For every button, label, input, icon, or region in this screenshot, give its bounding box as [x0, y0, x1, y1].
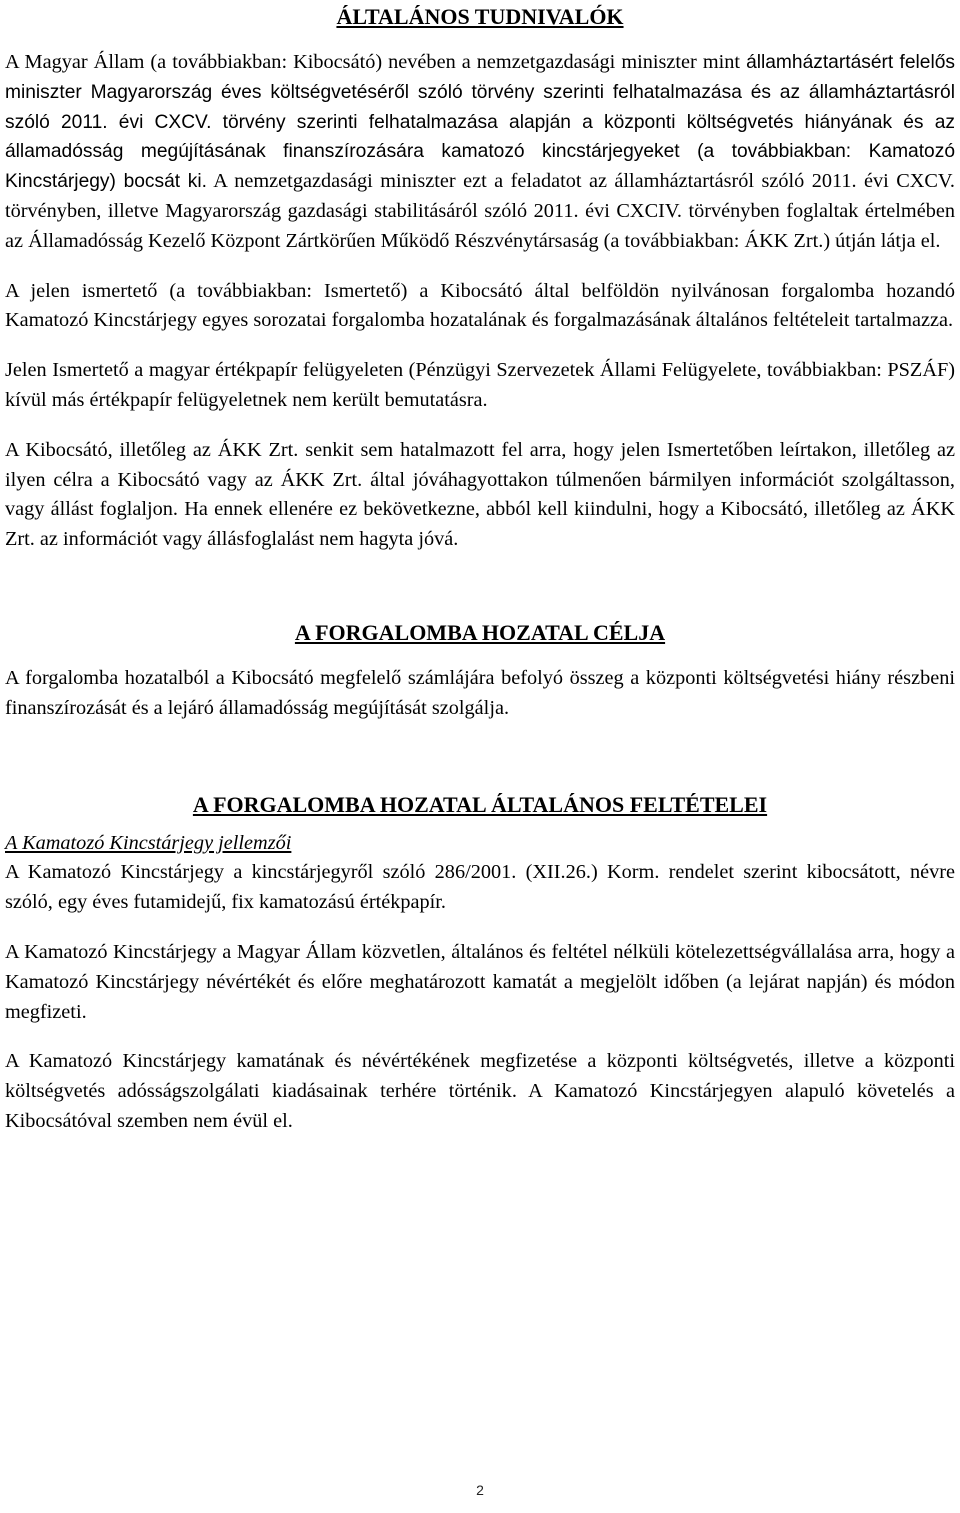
paragraph-supervision: Jelen Ismertető a magyar értékpapír felügyeleten (Pénzügyi Szervezetek Állami Felügyelete, továbbiakban: PSZÁF) kívül más értékpapír felügyeletnek nem került bemutatásra. — [5, 359, 955, 411]
paragraph-prospectus-scope: A jelen ismertető (a továbbiakban: Ismertető) a Kibocsátó által belföldön nyilvánosan forgalomba hozandó Kamatozó Kincstárjegy egyes sorozatai forgalomba hozatalának és forgalmazásának általános feltételeit tartalmazza. — [5, 279, 955, 332]
subheading-characteristics: A Kamatozó Kincstárjegy jellemzői — [5, 831, 292, 854]
page-number: 2 — [476, 1482, 484, 1498]
paragraph-issuer-mandate-legal-basis: államháztartásért felelős miniszter Magyarország éves költségvetéséről szóló törvény szerinti felhatalmazása és az államháztartásról szóló 2011. évi CXCV. törvény szerinti felhatalmazása alapján a központi költségvetés hiányának és az államadósság megújításának finanszírozására kamatozó kincstárjegyeket (a továbbiakban: Kamatozó Kincstárjegy) bocsát ki. — [5, 52, 955, 193]
paragraph-issuer-mandate-akk: A nemzetgazdasági miniszter ezt a feladatot az államháztartásról szóló 2011. évi CXCV. törvényben, illetve Magyarország gazdasági stabilitásáról szóló 2011. évi CXCIV. törvényben foglaltak értelmében az Államadósság Kezelő Központ Zártkörűen Működő Részvénytársaság (a továbbiakban: ÁKK Zrt.) útján látja el. — [5, 170, 956, 252]
section-title-conditions: A FORGALOMBA HOZATAL ÁLTALÁNOS FELTÉTELEI — [192, 791, 768, 817]
paragraph-issuer-mandate — [5, 48, 955, 257]
paragraph-issuer-mandate-intro: A Magyar Állam (a továbbiakban: Kibocsátó) nevében a nemzetgazdasági miniszter mint — [5, 51, 747, 73]
document-page — [5, 0, 955, 1157]
paragraph-state-obligation: A Kamatozó Kincstárjegy a Magyar Állam közvetlen, általános és feltétel nélküli kötelezettségvállalása arra, hogy a Kamatozó Kincstárjegy névértékét és előre meghatározott kamatát a megjelölt időben (a lejárat napján) és módon megfizeti. — [5, 940, 955, 1023]
paragraph-characteristics: A Kamatozó Kincstárjegy a kincstárjegyről szóló 286/2001. (XII.26.) Korm. rendelet szerint kibocsátott, névre szóló, egy éves futamidejű, fix kamatozású értékpapír. — [5, 861, 955, 914]
paragraph-disclaimer: A Kibocsátó, illetőleg az ÁKK Zrt. senkit sem hatalmazott fel arra, hogy jelen Ismertetőben leírtakon, illetőleg az ilyen célra a Kibocsátó vagy az ÁKK Zrt. által jóváhagyottakon túlmenően bármilyen információt szolgáltasson, vagy állást foglaljon. Ha ennek ellenére ez bekövetkezne, abból kell kiindulni, hogy a Kibocsátó, illetőleg az ÁKK Zrt. az információt vagy állásfoglalást nem hagyta jóvá. — [5, 438, 955, 551]
paragraph-purpose: A forgalomba hozatalból a Kibocsátó megfelelő számlájára befolyó összeg a központi költségvetési hiány részbeni finanszírozását és a lejáró államadósság megújítását szolgálja. — [5, 666, 955, 719]
section-title-purpose: A FORGALOMBA HOZATAL CÉLJA — [294, 619, 666, 645]
paragraph-payment-source: A Kamatozó Kincstárjegy kamatának és névértékének megfizetése a központi költségvetés, illetve a központi költségvetés adósságszolgálati kiadásainak terhére történik. A Kamatozó Kincstárjegyen alapuló követelés a Kibocsátóval szemben nem évül el. — [5, 1050, 955, 1132]
section-title-general: ÁLTALÁNOS TUDNIVALÓK — [336, 4, 624, 29]
